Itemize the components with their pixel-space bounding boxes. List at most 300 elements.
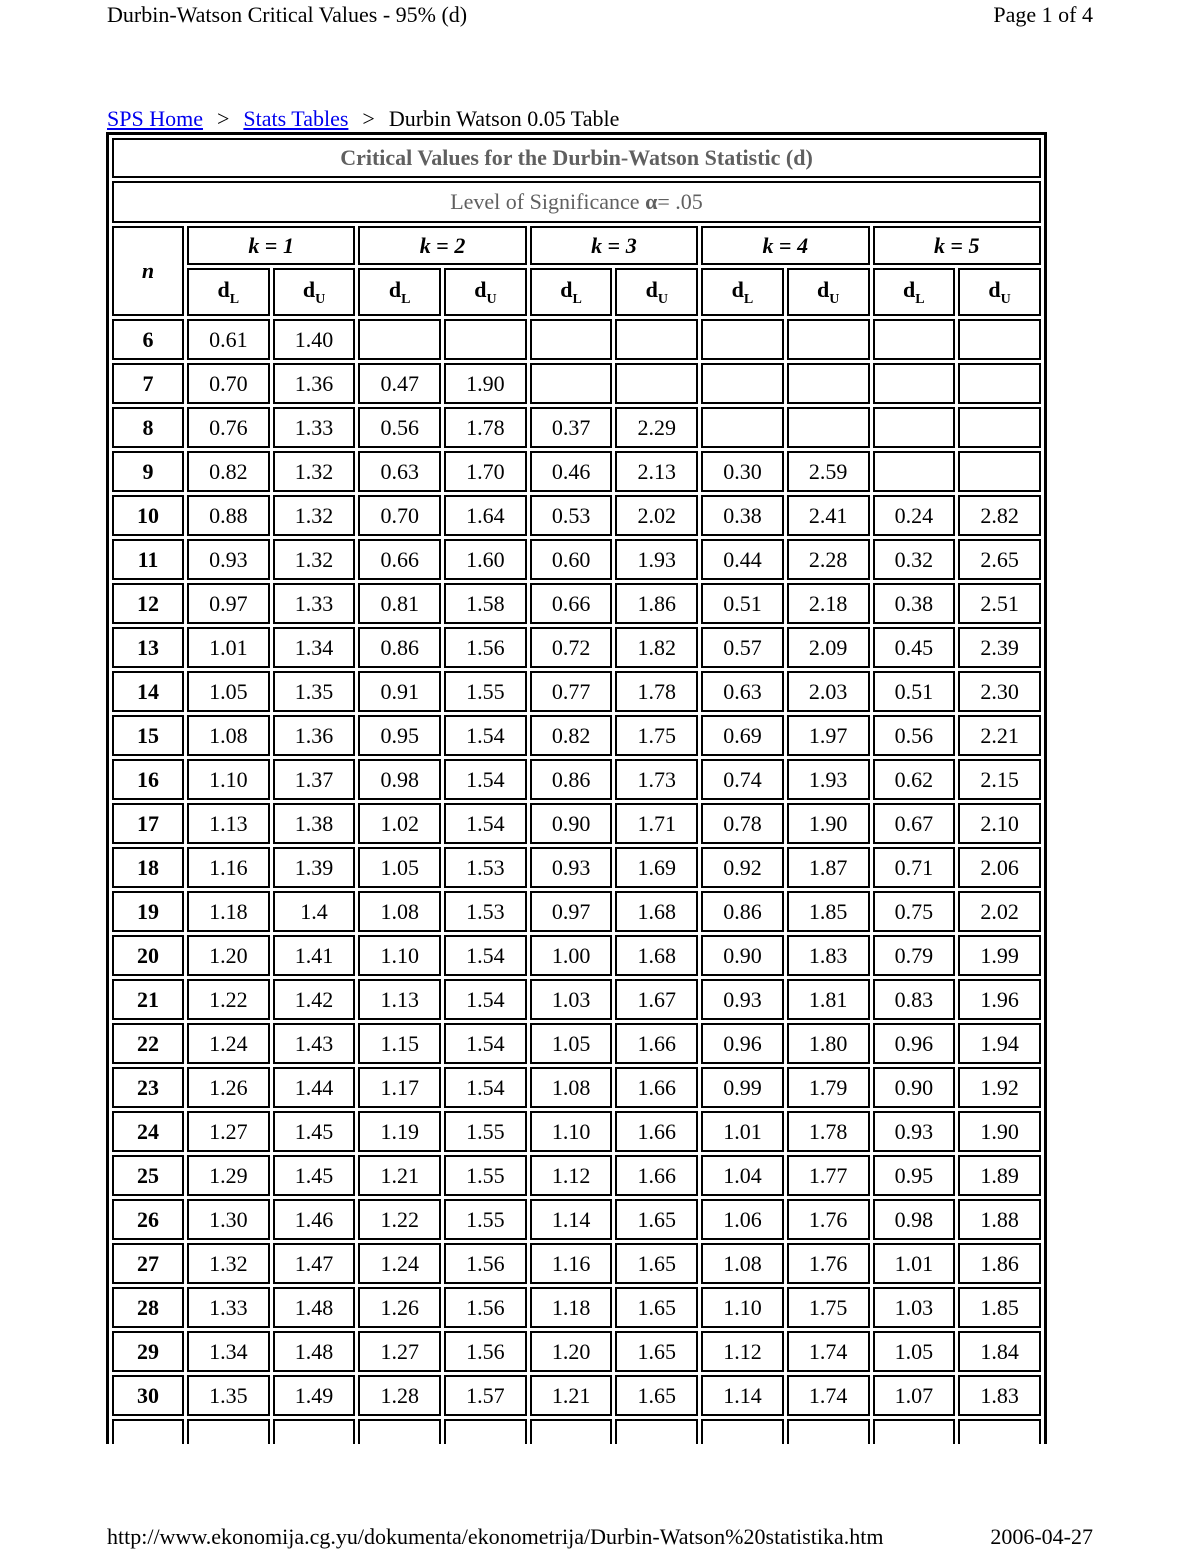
du-value: 1.65 — [615, 1331, 698, 1372]
du-value: 1.65 — [615, 1375, 698, 1416]
n-value: 20 — [112, 935, 184, 976]
dl-value: 1.26 — [187, 1067, 270, 1108]
du-value: 1.55 — [444, 1155, 527, 1196]
du-value: 1.37 — [273, 759, 356, 800]
du-value — [615, 1419, 698, 1444]
dl-value: 0.53 — [530, 495, 613, 536]
du-value: 1.39 — [273, 847, 356, 888]
du-value: 1.48 — [273, 1287, 356, 1328]
du-value — [958, 319, 1041, 360]
du-value: 1.49 — [273, 1375, 356, 1416]
dl-value: 1.29 — [187, 1155, 270, 1196]
du-value: 2.51 — [958, 583, 1041, 624]
dl-value: 1.02 — [358, 803, 441, 844]
dl-value — [873, 363, 956, 404]
dl-value: 1.01 — [701, 1111, 784, 1152]
dl-value: 0.78 — [701, 803, 784, 844]
du-value: 1.54 — [444, 759, 527, 800]
dl-value: 1.16 — [187, 847, 270, 888]
du-value: 2.02 — [615, 495, 698, 536]
dl-value: 1.10 — [358, 935, 441, 976]
dl-value: 0.93 — [530, 847, 613, 888]
page-footer — [107, 1521, 1093, 1553]
dl-value: 1.16 — [530, 1243, 613, 1284]
du-value: 1.77 — [787, 1155, 870, 1196]
alpha-symbol: α — [645, 189, 658, 214]
k-group-header — [530, 226, 698, 265]
n-value: 27 — [112, 1243, 184, 1284]
dl-value: 0.86 — [358, 627, 441, 668]
du-value: 1.74 — [787, 1375, 870, 1416]
dl-value: 0.66 — [530, 583, 613, 624]
dl-value: 0.90 — [530, 803, 613, 844]
table-row — [112, 671, 1041, 712]
k-value: 4 — [797, 232, 809, 258]
n-value: 26 — [112, 1199, 184, 1240]
du-value: 1.57 — [444, 1375, 527, 1416]
du-value: 1.56 — [444, 1243, 527, 1284]
dl-value: 0.74 — [701, 759, 784, 800]
table-row — [112, 451, 1041, 492]
du-value — [615, 363, 698, 404]
table-row — [112, 891, 1041, 932]
table-row — [112, 1287, 1041, 1328]
du-value: 1.54 — [444, 715, 527, 756]
n-column-header: n — [112, 226, 184, 316]
table-row — [112, 979, 1041, 1020]
table-row — [112, 759, 1041, 800]
du-value: 1.78 — [444, 407, 527, 448]
du-value: 2.30 — [958, 671, 1041, 712]
dl-value: 0.46 — [530, 451, 613, 492]
dl-value — [873, 407, 956, 448]
dl-value: 1.26 — [358, 1287, 441, 1328]
dl-value: 0.93 — [187, 539, 270, 580]
du-value: 1.32 — [273, 451, 356, 492]
dl-value: 0.93 — [701, 979, 784, 1020]
du-value: 1.48 — [273, 1331, 356, 1372]
k-equals: = — [773, 232, 798, 258]
dl-value: 0.63 — [358, 451, 441, 492]
du-value — [444, 319, 527, 360]
dl-value: 1.12 — [701, 1331, 784, 1372]
du-value: 1.85 — [958, 1287, 1041, 1328]
n-value: 17 — [112, 803, 184, 844]
k-symbol: k — [419, 232, 431, 258]
dl-value: 1.30 — [187, 1199, 270, 1240]
k-equals: = — [944, 232, 969, 258]
dl-value: 0.92 — [701, 847, 784, 888]
du-value: 1.34 — [273, 627, 356, 668]
n-value: 22 — [112, 1023, 184, 1064]
du-value — [787, 319, 870, 360]
du-value — [615, 319, 698, 360]
dl-value — [701, 407, 784, 448]
dl-value: 0.88 — [187, 495, 270, 536]
k-equals: = — [430, 232, 455, 258]
significance-level — [112, 181, 1041, 223]
table-row — [112, 1419, 1041, 1444]
dl-value: 1.22 — [358, 1199, 441, 1240]
du-value: 1.76 — [787, 1243, 870, 1284]
du-value: 1.55 — [444, 1199, 527, 1240]
k-symbol: k — [933, 232, 945, 258]
du-value: 1.36 — [273, 715, 356, 756]
du-value — [787, 1419, 870, 1444]
dl-value: 0.82 — [187, 451, 270, 492]
dl-value: 1.35 — [187, 1375, 270, 1416]
du-value: 2.18 — [787, 583, 870, 624]
n-value: 30 — [112, 1375, 184, 1416]
dl-value: 0.81 — [358, 583, 441, 624]
du-value: 1.64 — [444, 495, 527, 536]
dl-value: 1.27 — [358, 1331, 441, 1372]
dl-value: 1.21 — [358, 1155, 441, 1196]
du-header: $d_U$ — [273, 268, 356, 316]
table-row — [112, 1155, 1041, 1196]
du-value: 1.86 — [958, 1243, 1041, 1284]
dl-value — [701, 319, 784, 360]
dl-value — [530, 1419, 613, 1444]
dl-value: 1.08 — [358, 891, 441, 932]
dl-value: 0.90 — [873, 1067, 956, 1108]
dl-value: 0.70 — [187, 363, 270, 404]
du-value: 1.54 — [444, 803, 527, 844]
n-value: 15 — [112, 715, 184, 756]
dl-value — [358, 319, 441, 360]
du-value: 2.10 — [958, 803, 1041, 844]
du-value: 1.53 — [444, 891, 527, 932]
dl-header: $d_L$ — [701, 268, 784, 316]
du-value: 1.65 — [615, 1287, 698, 1328]
dl-value: 0.90 — [701, 935, 784, 976]
dl-value: 0.66 — [358, 539, 441, 580]
du-value: 1.90 — [444, 363, 527, 404]
du-value: 1.80 — [787, 1023, 870, 1064]
dl-value: 1.18 — [187, 891, 270, 932]
dl-value: 0.38 — [701, 495, 784, 536]
dl-value: 1.34 — [187, 1331, 270, 1372]
dl-value: 1.20 — [530, 1331, 613, 1372]
k-value: 5 — [968, 232, 980, 258]
du-value: 1.76 — [787, 1199, 870, 1240]
dl-value: 1.17 — [358, 1067, 441, 1108]
dl-value: 0.37 — [530, 407, 613, 448]
dl-value: 0.60 — [530, 539, 613, 580]
table-row — [112, 1111, 1041, 1152]
dl-value: 0.97 — [530, 891, 613, 932]
k-group-header — [701, 226, 869, 265]
breadcrumb-link-stats-tables[interactable]: Stats Tables — [243, 106, 349, 131]
dl-value: 0.95 — [873, 1155, 956, 1196]
table-row — [112, 1375, 1041, 1416]
du-value: 2.15 — [958, 759, 1041, 800]
n-value: 14 — [112, 671, 184, 712]
du-value: 1.54 — [444, 979, 527, 1020]
dl-value — [873, 1419, 956, 1444]
du-value: 1.47 — [273, 1243, 356, 1284]
dl-value: 1.04 — [701, 1155, 784, 1196]
du-value: 2.82 — [958, 495, 1041, 536]
du-value: 1.93 — [615, 539, 698, 580]
k-group-header — [187, 226, 355, 265]
k-symbol: k — [248, 232, 260, 258]
print-date: 2006-04-27 — [990, 1524, 1093, 1549]
n-value: 24 — [112, 1111, 184, 1152]
n-value: 28 — [112, 1287, 184, 1328]
n-value: 8 — [112, 407, 184, 448]
significance-value: = .05 — [657, 189, 703, 214]
du-value: 1.89 — [958, 1155, 1041, 1196]
dl-value: 0.86 — [701, 891, 784, 932]
k-value: 1 — [282, 232, 294, 258]
du-value: 1.54 — [444, 935, 527, 976]
du-value — [958, 451, 1041, 492]
du-value: 1.42 — [273, 979, 356, 1020]
du-value: 1.79 — [787, 1067, 870, 1108]
du-value: 1.75 — [787, 1287, 870, 1328]
du-value: 1.78 — [787, 1111, 870, 1152]
du-value: 1.90 — [787, 803, 870, 844]
n-value: 10 — [112, 495, 184, 536]
dl-value: 1.14 — [530, 1199, 613, 1240]
dl-value: 0.82 — [530, 715, 613, 756]
du-value: 1.68 — [615, 891, 698, 932]
k-group-header — [358, 226, 526, 265]
du-value: 2.06 — [958, 847, 1041, 888]
du-value: 1.44 — [273, 1067, 356, 1108]
dl-value: 0.56 — [358, 407, 441, 448]
du-value: 2.21 — [958, 715, 1041, 756]
dl-value: 1.13 — [187, 803, 270, 844]
dl-value: 0.57 — [701, 627, 784, 668]
k-value: 3 — [625, 232, 637, 258]
du-value: 1.94 — [958, 1023, 1041, 1064]
du-value: 1.33 — [273, 583, 356, 624]
dl-value — [530, 363, 613, 404]
dl-value — [358, 1419, 441, 1444]
du-value: 1.93 — [787, 759, 870, 800]
du-value: 1.66 — [615, 1111, 698, 1152]
dl-value — [701, 363, 784, 404]
dl-value: 1.10 — [187, 759, 270, 800]
n-value: 13 — [112, 627, 184, 668]
n-value: 21 — [112, 979, 184, 1020]
table-row — [112, 363, 1041, 404]
table-row — [112, 1199, 1041, 1240]
table-container — [106, 132, 1047, 1444]
du-value: 1.73 — [615, 759, 698, 800]
n-value: 19 — [112, 891, 184, 932]
dl-header: $d_L$ — [530, 268, 613, 316]
n-value: 18 — [112, 847, 184, 888]
dl-value: 1.20 — [187, 935, 270, 976]
n-value: 16 — [112, 759, 184, 800]
du-value: 1.66 — [615, 1067, 698, 1108]
du-value: 1.78 — [615, 671, 698, 712]
dl-value: 0.30 — [701, 451, 784, 492]
du-value: 1.33 — [273, 407, 356, 448]
dl-value: 1.18 — [530, 1287, 613, 1328]
breadcrumb-link-sps-home[interactable]: SPS Home — [107, 106, 203, 131]
du-value: 1.96 — [958, 979, 1041, 1020]
du-value: 2.29 — [615, 407, 698, 448]
k-equals: = — [259, 232, 283, 258]
dl-value: 0.98 — [358, 759, 441, 800]
du-value — [958, 407, 1041, 448]
du-value: 1.56 — [444, 1287, 527, 1328]
dl-value: 1.22 — [187, 979, 270, 1020]
dl-value: 0.63 — [701, 671, 784, 712]
document-title: Durbin-Watson Critical Values - 95% (d) — [107, 2, 468, 27]
du-value: 1.69 — [615, 847, 698, 888]
dl-value: 1.33 — [187, 1287, 270, 1328]
source-url: http://www.ekonomija.cg.yu/dokumenta/ekonometrija/Durbin-Watson%20statistika.htm — [107, 1524, 884, 1549]
du-value — [444, 1419, 527, 1444]
du-value: 1.66 — [615, 1155, 698, 1196]
dl-value: 0.38 — [873, 583, 956, 624]
dl-value: 0.96 — [701, 1023, 784, 1064]
n-value: 29 — [112, 1331, 184, 1372]
du-value: 1.70 — [444, 451, 527, 492]
dl-value: 1.07 — [873, 1375, 956, 1416]
dl-value: 0.75 — [873, 891, 956, 932]
du-value: 1.4 — [273, 891, 356, 932]
du-value — [958, 363, 1041, 404]
table-row — [112, 319, 1041, 360]
du-value: 1.90 — [958, 1111, 1041, 1152]
dl-header: $d_L$ — [358, 268, 441, 316]
du-value: 2.59 — [787, 451, 870, 492]
du-value: 2.41 — [787, 495, 870, 536]
dl-value: 1.10 — [530, 1111, 613, 1152]
du-value: 1.86 — [615, 583, 698, 624]
dl-value: 0.51 — [873, 671, 956, 712]
breadcrumb-separator: > — [362, 106, 375, 131]
k-group-header — [873, 226, 1042, 265]
du-value: 1.38 — [273, 803, 356, 844]
table-row — [112, 407, 1041, 448]
dl-value: 0.99 — [701, 1067, 784, 1108]
dl-value: 1.32 — [187, 1243, 270, 1284]
dl-value — [187, 1419, 270, 1444]
du-value: 1.54 — [444, 1023, 527, 1064]
dl-value: 1.08 — [530, 1067, 613, 1108]
du-value: 1.40 — [273, 319, 356, 360]
dl-value: 1.05 — [873, 1331, 956, 1372]
table-row — [112, 847, 1041, 888]
du-value: 2.65 — [958, 539, 1041, 580]
du-value: 1.67 — [615, 979, 698, 1020]
dl-value: 1.27 — [187, 1111, 270, 1152]
dl-value: 1.06 — [701, 1199, 784, 1240]
dl-value: 0.79 — [873, 935, 956, 976]
du-value: 1.55 — [444, 671, 527, 712]
dl-value: 0.67 — [873, 803, 956, 844]
du-value: 1.82 — [615, 627, 698, 668]
du-value — [273, 1419, 356, 1444]
du-value: 1.32 — [273, 539, 356, 580]
dl-value: 1.28 — [358, 1375, 441, 1416]
table-row — [112, 1023, 1041, 1064]
dl-value: 0.97 — [187, 583, 270, 624]
du-value: 1.83 — [787, 935, 870, 976]
n-value: 11 — [112, 539, 184, 580]
page-number: Page 1 of 4 — [993, 2, 1093, 27]
n-value: 6 — [112, 319, 184, 360]
du-value: 1.54 — [444, 1067, 527, 1108]
dl-value: 0.93 — [873, 1111, 956, 1152]
du-value: 1.46 — [273, 1199, 356, 1240]
du-value: 2.13 — [615, 451, 698, 492]
du-value: 1.81 — [787, 979, 870, 1020]
table-row — [112, 583, 1041, 624]
du-value: 1.45 — [273, 1155, 356, 1196]
dl-value: 1.03 — [873, 1287, 956, 1328]
du-value: 1.84 — [958, 1331, 1041, 1372]
table-title: Critical Values for the Durbin-Watson Statistic (d) — [112, 138, 1041, 178]
table-row — [112, 715, 1041, 756]
dl-value: 0.32 — [873, 539, 956, 580]
dl-value: 1.14 — [701, 1375, 784, 1416]
dl-value: 0.98 — [873, 1199, 956, 1240]
table-row — [112, 803, 1041, 844]
dl-value: 0.91 — [358, 671, 441, 712]
breadcrumb-separator: > — [216, 106, 230, 131]
du-value: 1.85 — [787, 891, 870, 932]
dl-value: 0.76 — [187, 407, 270, 448]
dl-value — [530, 319, 613, 360]
dl-value: 1.01 — [873, 1243, 956, 1284]
dl-value: 1.05 — [530, 1023, 613, 1064]
dl-value: 1.05 — [358, 847, 441, 888]
dl-value — [873, 319, 956, 360]
dl-value: 0.86 — [530, 759, 613, 800]
du-value — [787, 407, 870, 448]
dl-value: 1.05 — [187, 671, 270, 712]
dl-header: $d_L$ — [187, 268, 270, 316]
k-equals: = — [602, 232, 626, 258]
n-value: 7 — [112, 363, 184, 404]
dl-value: 1.01 — [187, 627, 270, 668]
table-row — [112, 627, 1041, 668]
du-value: 1.56 — [444, 1331, 527, 1372]
n-value: 23 — [112, 1067, 184, 1108]
du-header: $d_U$ — [958, 268, 1041, 316]
dl-value: 0.69 — [701, 715, 784, 756]
du-header: $d_U$ — [444, 268, 527, 316]
dl-value: 0.47 — [358, 363, 441, 404]
dl-value: 0.72 — [530, 627, 613, 668]
du-value — [958, 1419, 1041, 1444]
table-row — [112, 1067, 1041, 1108]
du-value: 1.75 — [615, 715, 698, 756]
du-value: 1.58 — [444, 583, 527, 624]
du-value: 1.71 — [615, 803, 698, 844]
table-row — [112, 935, 1041, 976]
significance-prefix: Level of Significance — [450, 189, 646, 214]
du-value: 1.68 — [615, 935, 698, 976]
du-value: 1.41 — [273, 935, 356, 976]
dl-value: 0.70 — [358, 495, 441, 536]
du-value: 2.09 — [787, 627, 870, 668]
n-value: 9 — [112, 451, 184, 492]
du-value: 1.65 — [615, 1199, 698, 1240]
dl-value: 1.12 — [530, 1155, 613, 1196]
du-value: 1.66 — [615, 1023, 698, 1064]
dl-value: 1.00 — [530, 935, 613, 976]
du-value: 1.32 — [273, 495, 356, 536]
